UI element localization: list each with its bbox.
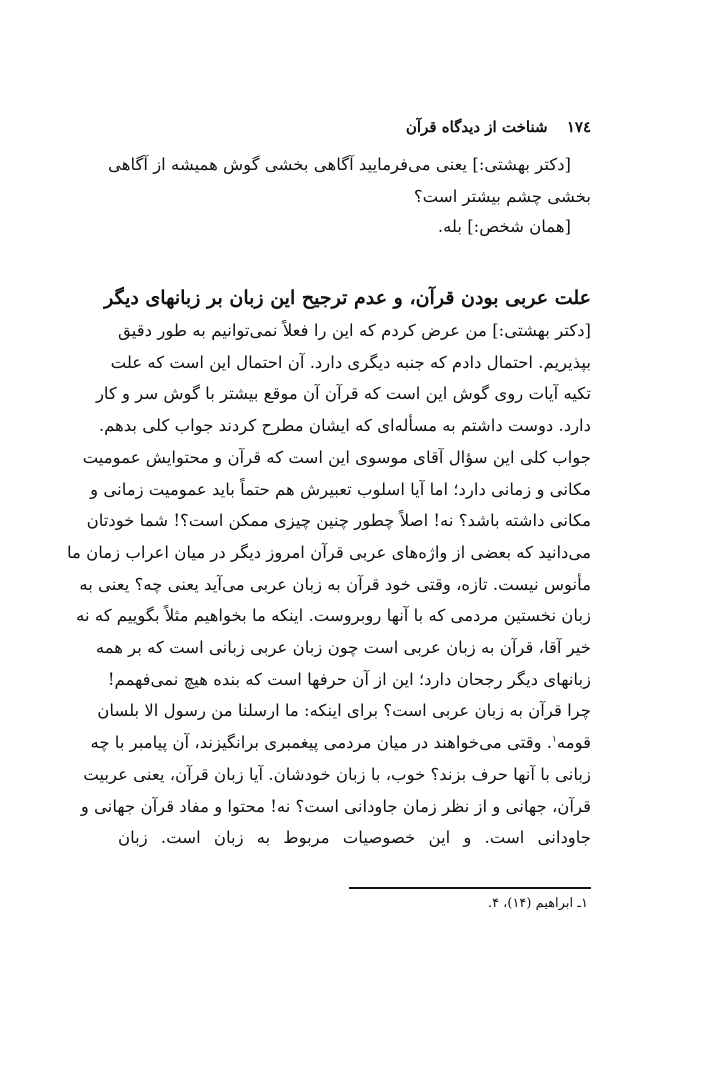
text-line: می‌دانید که بعضی از واژه‌های عربی قرآن امروز دیگر در میان اعراب زمان ما [67,542,591,562]
text-line: [همان شخص:] بله. [437,217,571,236]
text-line: مأنوس نیست. تازه، وقتی خود قرآن به زبان عربی می‌آید یعنی چه؟ یعنی به [79,574,591,594]
text-line: بپذیریم. احتمال دادم که جنبه دیگری دارد. آن احتمال این است که علت [110,352,591,372]
text-line: [دکتر بهشتی:] یعنی می‌فرمایید آگاهی بخشی گوش همیشه از آگاهی [108,155,571,174]
text-line: جاودانی است. و این خصوصیات مربوط به زبان است. زبان [118,828,591,848]
footnote: ١ـ ابراهیم (١۴)، ۴. [487,896,588,911]
dialogue-answer [118,211,591,243]
text-line: بخشی چشم بیشتر است؟ [413,186,591,206]
book-title: شناخت از دیدگاه قرآن [405,118,548,136]
text-line: خیر آقا، قرآن به زبان عربی است چون زبان عربی زبانی است که بر همه [95,638,591,658]
running-head [406,118,591,136]
text-fragment: . وقتی می‌خواهند در میان مردمی پیغمبری برانگیزند، آن پیامبر با چه [90,733,553,753]
text-line: مکانی و زمانی دارد؛ اما آیا اسلوب تعبیرش هم حتماً باید عمومیت زمانی و [90,479,591,499]
text-line-with-footnote [90,727,591,759]
text-line: جواب کلی این سؤال آقای موسوی این است که قرآن و محتوایش عمومیت [82,447,591,467]
footnote-reference[interactable]: ١ [552,734,557,745]
text-line: دارد. دوست داشتم به مسأله‌ای که ایشان مطرح کردند جواب کلی بدهم. [98,416,591,436]
body-paragraph [67,315,591,854]
page-number: ١٧٤ [566,118,591,136]
section-heading: علت عربی بودن قرآن، و عدم ترجیح این زبان بر زبانهای دیگر [104,287,591,309]
text-line: چرا قرآن به زبان عربی است؟ برای اینکه: ما ارسلنا من رسول الا بلسان [97,701,591,721]
text-line: [دکتر بهشتی:] من عرض کردم که این را فعلاً نمی‌توانیم به طور دقیق [118,321,591,340]
footnote-separator [349,887,591,889]
text-line: زبانی با آنها حرف بزند؟ خوب، با زبان خودشان. آیا زبان قرآن، یعنی عربیت [83,764,591,784]
text-line: زبان نخستین مردمی که با آنها روبروست. اینکه ما بخواهیم مثلاً بگوییم که نه [76,606,591,626]
dialogue-question [108,149,591,212]
text-line: قرآن، جهانی و از نظر زمان جاودانی است؟ نه! محتوا و مفاد قرآن جهانی و [80,796,591,816]
text-line: تکیه آیات روی گوش این است که قرآن آن موقع بیشتر با گوش سر و کار [95,384,591,404]
text-line: مکانی داشته باشد؟ نه! اصلاً چطور چنین چیزی ممکن است؟! شما خودتان [86,511,591,531]
text-fragment: قومه [556,733,591,753]
text-line: زبانهای دیگر رجحان دارد؛ این از آن حرفها است که بنده هیچ نمی‌فهمم! [107,669,591,689]
